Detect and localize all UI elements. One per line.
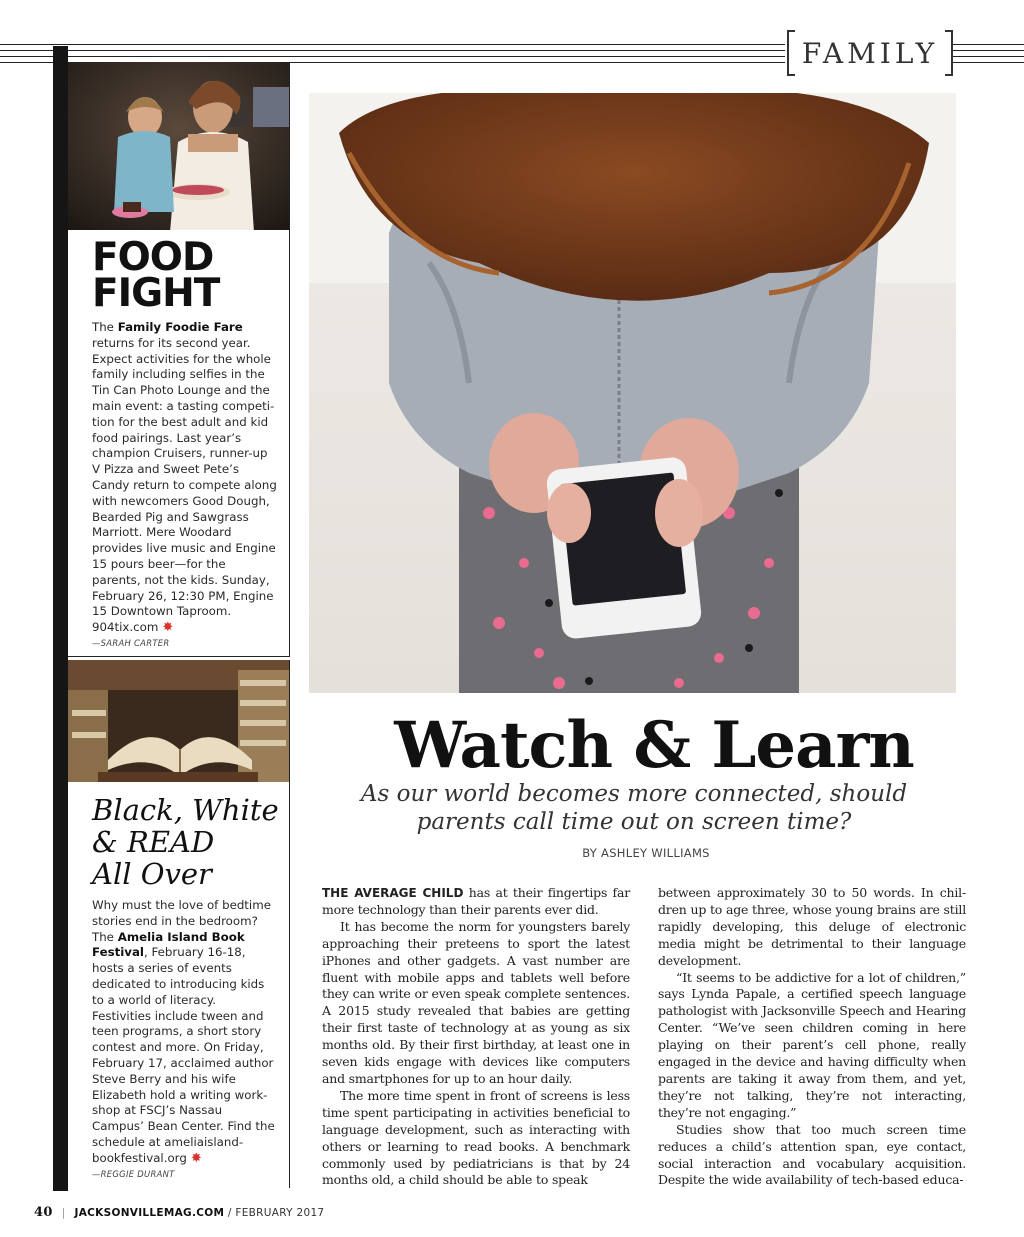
book-festival-body: Why must the love of bedtime stories end in the bedroom? The Amelia Island Book Festival, February 16-18, hosts a series of events dedicated to introducing kids to a world of literacy. Festivities include tween and teen programs, a short story contest and more. On Friday, February 17, acclaimed author Steve Berry and his wife Elizabeth hold a writing work-shop at FSCJ’s Nassau Campus’ Bean Center. Find the schedule at ameliaisland-bookfestival.org ✸	[92, 898, 275, 1166]
book-festival-title: Black, White & READ All Over	[92, 793, 279, 891]
hero-photo	[309, 93, 956, 693]
header-rule	[953, 62, 1024, 63]
article-paragraph: between approximately 30 to 50 words. In chil-dren up to age three, whose young brains are still rapidly developing, this deluge of electronic media might be detrimental to their language development.	[658, 885, 966, 968]
bracket-right	[945, 30, 953, 76]
article-column-1	[322, 885, 630, 1189]
bracket-left	[787, 30, 795, 76]
header-rule	[953, 44, 1024, 45]
article-paragraph: The more time spent in front of screens is less time spent participating in activities beneficial to language development, such as interacting with others or learning to read books. A benchmark commonly used by pediatricians is that by 24 months old, a child should be able to speak	[322, 1087, 630, 1188]
lead-in: THE AVERAGE CHILD	[322, 886, 464, 900]
food-fight-body: The Family Foodie Fare returns for its second year. Expect activities for the whole family including selfies in the Tin Can Photo Lounge and the main event: a tasting competi-tion for the best adult and kid food pairings. Last year’s champion Cruisers, runner-up V Pizza and Sweet Pete’s Candy return to compete along with newcomers Good Dough, Bearded Pig and Sawgrass Marriott. Mere Woodard provides live music and Engine 15 pours beer—for the parents, not the kids. Sunday, February 26, 12:30 PM, Engine 15 Downtown Taproom. 904tix.com ✸	[92, 320, 277, 636]
article-paragraph: “It seems to be addictive for a lot of children,” says Lynda Papale, a certified speech language pathologist with Jacksonville Speech and Hearing Center. “We’ve seen children coming in here playing on their parent’s cell phone, really engaged in the device and having difficulty when parents are taking it away from them, and yet, they’re not talking, they’re not interacting, they’re not engaging.”	[658, 969, 966, 1120]
header-rule	[0, 44, 785, 45]
section-label	[787, 30, 953, 76]
food-fight-credit: —SARAH CARTER	[92, 637, 170, 648]
article-paragraph: Studies show that too much screen time reduces a child’s attention span, eye contact, social interaction and vocabulary acquisition. Despite the wide availability of tech-based educa-	[658, 1121, 966, 1188]
book-festival-photo	[68, 660, 289, 782]
event-name: Family Foodie Fare	[117, 320, 243, 334]
header-rule	[0, 56, 785, 57]
header-rule	[0, 50, 785, 51]
header-rule	[953, 50, 1024, 51]
food-fight-box	[68, 62, 290, 657]
article-dek: As our world becomes more connected, should parents call time out on screen time?	[360, 781, 908, 835]
article-paragraph: THE AVERAGE CHILD has at their fingertips far more technology than their parents ever did.	[322, 885, 631, 917]
asterisk-icon: ✸	[190, 1150, 202, 1166]
divider: |	[61, 1207, 66, 1219]
sidebar-accent-bar	[53, 46, 68, 1191]
issue-date: / FEBRUARY 2017	[227, 1207, 325, 1219]
article-byline: BY ASHLEY WILLIAMS	[582, 846, 710, 860]
book-festival-credit: —REGGIE DURANT	[92, 1168, 175, 1179]
asterisk-icon: ✸	[162, 620, 174, 636]
article-paragraph: It has become the norm for youngsters barely approaching their preteens to sport the latest iPhones and other gadgets. A vast number are fluent with mobile apps and tablets well before they can write or even speak complete sentences. A 2015 study revealed that babies are getting their first taste of technology at as young as six months old. By their first birthday, at least one in seven kids engage with devices like computers and smartphones for up to an hour daily.	[322, 918, 630, 1086]
article-column-2	[658, 885, 966, 1189]
section-label-text: FAMILY	[801, 36, 939, 70]
event-name: Amelia Island Book Festival	[92, 929, 245, 960]
page-number: 40	[34, 1205, 53, 1220]
site-name: JACKSONVILLEMAG.COM	[74, 1207, 225, 1219]
food-fight-title: FOOD FIGHT	[92, 235, 220, 316]
page-footer	[34, 1205, 324, 1220]
header-rule	[953, 56, 1024, 57]
book-festival-box	[68, 660, 290, 1188]
article-headline: Watch & Learn	[394, 708, 914, 783]
food-fight-photo	[68, 62, 289, 230]
